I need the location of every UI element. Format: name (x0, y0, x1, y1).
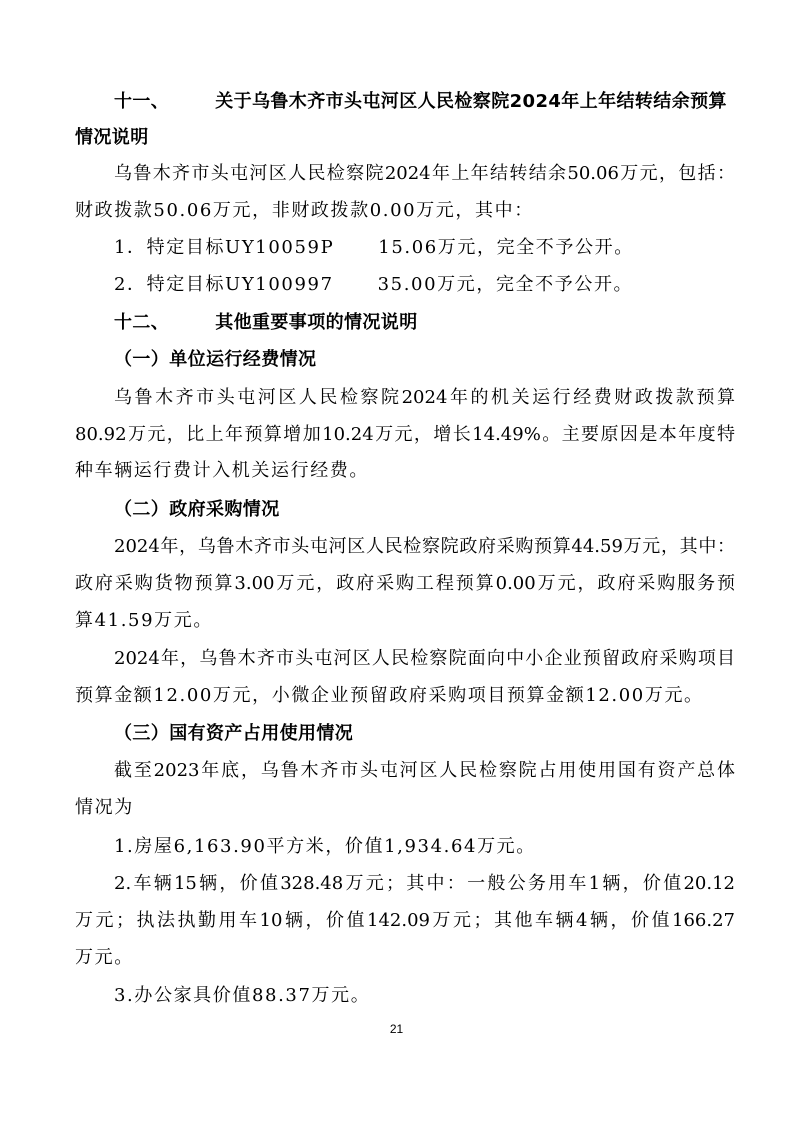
subsection-heading: （三）国有资产占用使用情况 (114, 723, 354, 744)
paragraph: 政府采购货物预算3.00万元，政府采购工程预算0.00万元，政府采购服务预 (75, 573, 735, 594)
section-12-heading (114, 309, 735, 337)
list-item: 2.车辆15辆，价值328.48万元；其中：一般公务用车1辆，价值20.12 (114, 873, 735, 894)
paragraph: 80.92万元，比上年预算增加10.24万元，增长14.49%。主要原因是本年度特 (75, 424, 735, 445)
subsection-heading: （一）单位运行经费情况 (114, 349, 317, 370)
section-11-heading (114, 88, 735, 116)
list-item (114, 234, 735, 262)
paragraph: 2024年，乌鲁木齐市头屯河区人民检察院政府采购预算44.59万元，其中： (114, 536, 735, 557)
section-11-title: 关于乌鲁木齐市头屯河区人民检察院2024年上年结转结余预算 (215, 91, 727, 112)
section-11-title-cont: 情况说明 (75, 127, 149, 148)
paragraph: 算41.59万元。 (75, 610, 213, 631)
list-item-label: 1．特定目标UY10059P (114, 237, 335, 258)
paragraph: 2024年，乌鲁木齐市头屯河区人民检察院面向中小企业预留政府采购项目 (114, 648, 735, 669)
paragraph: 乌鲁木齐市头屯河区人民检察院2024年上年结转结余50.06万元，包括： (114, 163, 735, 184)
subsection-heading: （二）政府采购情况 (114, 499, 280, 520)
list-item: 3.办公家具价值88.37万元。 (114, 985, 371, 1006)
list-item (114, 271, 735, 299)
paragraph: 财政拨款50.06万元，非财政拨款0.00万元，其中： (75, 200, 534, 221)
section-11-number: 十一、 (114, 91, 170, 112)
list-item: 万元；执法执勤用车10辆，价值142.09万元；其他车辆4辆，价值166.27 (75, 910, 735, 931)
list-item-value: 15.06万元，完全不予公开。 (378, 237, 634, 258)
list-item-label: 2．特定目标UY100997 (114, 274, 334, 295)
paragraph: 截至2023年底，乌鲁木齐市头屯河区人民检察院占用使用国有资产总体 (114, 760, 735, 781)
page-number: 21 (389, 1022, 404, 1036)
paragraph: 情况为 (75, 797, 134, 818)
list-item-value: 35.00万元，完全不予公开。 (377, 274, 634, 295)
list-item: 万元。 (75, 947, 134, 968)
section-12-title: 其他重要事项的情况说明 (215, 312, 418, 333)
paragraph: 预算金额12.00万元，小微企业预留政府采购项目预算金额12.00万元。 (75, 685, 704, 706)
list-item: 1.房屋6,163.90平方米，价值1,934.64万元。 (114, 836, 536, 857)
section-12-number: 十二、 (114, 312, 170, 333)
paragraph: 种车辆运行费计入机关运行经费。 (75, 460, 369, 481)
paragraph: 乌鲁木齐市头屯河区人民检察院2024年的机关运行经费财政拨款预算 (114, 387, 735, 408)
